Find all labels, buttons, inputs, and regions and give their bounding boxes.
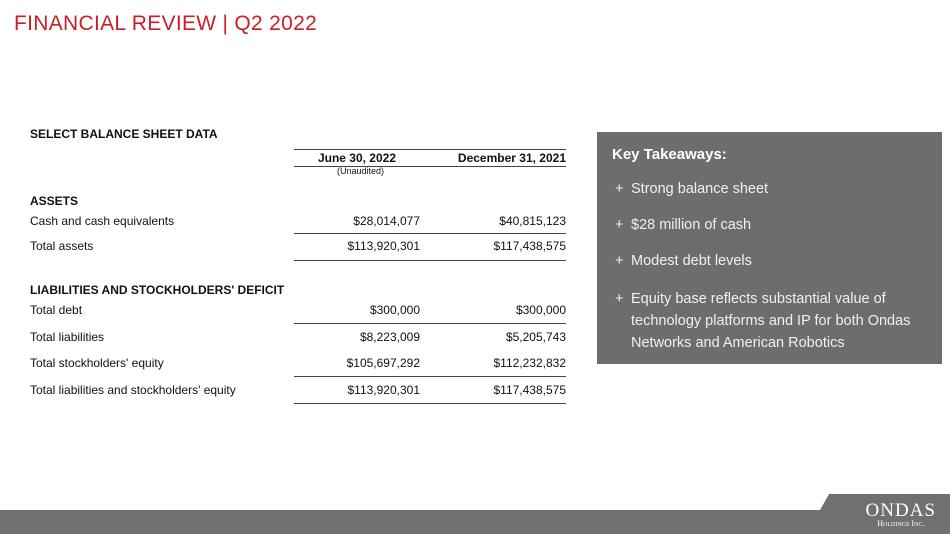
row-label: Total liabilities and stockholders' equity: [30, 383, 236, 397]
row-value-dec: $112,232,832: [493, 356, 566, 370]
row-label: Total debt: [30, 303, 83, 317]
takeaways-heading: Key Takeaways:: [612, 146, 727, 163]
row-value-june: $28,014,077: [353, 214, 420, 228]
row-value-june: $113,920,301: [347, 383, 420, 397]
row-label: Cash and cash equivalents: [30, 214, 175, 228]
footer-bar: [0, 510, 950, 534]
row-value-dec: $5,205,743: [505, 330, 566, 344]
row-value-dec: $40,815,123: [499, 214, 566, 228]
col-note: (Unaudited): [336, 166, 384, 176]
row-label: Total assets: [30, 239, 94, 253]
row-value-dec: $300,000: [515, 303, 566, 317]
row-value-june: $8,223,009: [359, 330, 420, 344]
takeaway-item: + Strong balance sheet: [615, 178, 935, 200]
assets-heading: ASSETS: [30, 194, 79, 208]
ondas-logo: ONDAS Holdings Inc.: [865, 500, 936, 528]
row-value-june: $105,697,292: [346, 356, 420, 370]
takeaway-item: + $28 million of cash: [615, 214, 935, 236]
divider: [294, 149, 566, 150]
col-header-june: June 30, 2022: [317, 151, 396, 165]
plus-icon: +: [615, 291, 624, 307]
row-label: Total stockholders' equity: [30, 356, 164, 370]
plus-icon: +: [615, 253, 624, 269]
row-label: Total liabilities: [30, 330, 105, 344]
row-value-june: $300,000: [369, 303, 420, 317]
plus-icon: +: [615, 181, 624, 197]
row-value-dec: $117,438,575: [493, 383, 566, 397]
liabilities-heading: LIABILITIES AND STOCKHOLDERS' DEFICIT: [30, 283, 285, 297]
table-heading: SELECT BALANCE SHEET DATA: [30, 127, 218, 141]
takeaway-item: + Modest debt levels: [615, 250, 935, 272]
plus-icon: +: [615, 217, 624, 233]
takeaway-item: + Equity base reflects substantial value of technology platforms and IP for both Ondas Networks and American Robotics: [615, 288, 935, 354]
row-value-june: $113,920,301: [347, 239, 420, 253]
divider: [294, 166, 566, 167]
col-header-dec: December 31, 2021: [457, 151, 566, 165]
key-takeaways-panel: [597, 132, 942, 364]
row-value-dec: $117,438,575: [493, 239, 566, 253]
page-title: FINANCIAL REVIEW | Q2 2022: [14, 12, 318, 35]
